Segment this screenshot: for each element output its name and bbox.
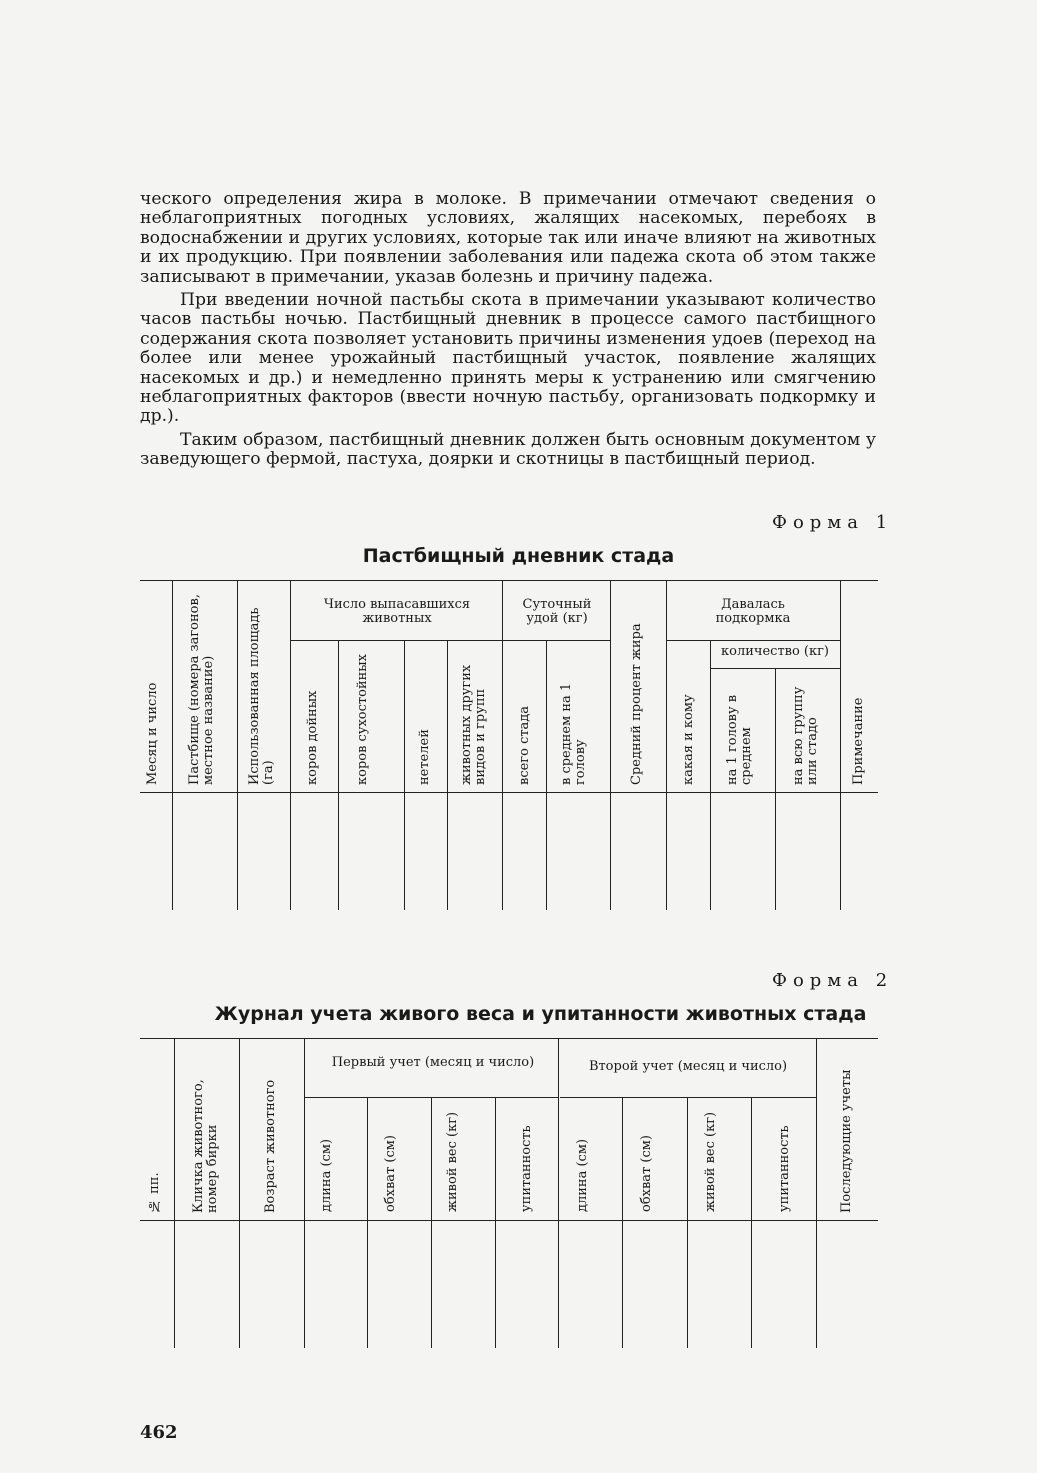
form1-group-animals: Число выпасавшихся животных xyxy=(323,597,471,626)
form2-col-name: Кличка животного, номер бирки xyxy=(191,1079,220,1213)
form2-group-first: Первый учет (месяц и число) xyxy=(331,1055,535,1070)
form1-col-milk-herd: всего стада xyxy=(517,705,532,785)
form1-col-feed-which: какая и кому xyxy=(681,694,696,785)
form1-col-heifers: нетелей xyxy=(417,729,432,785)
form2-title: Журнал учета живого веса и упитанности животных стада xyxy=(214,1003,867,1025)
form2-col-length1: длина (см) xyxy=(319,1138,334,1212)
form2-col-length2: длина (см) xyxy=(575,1138,590,1212)
form2-col-girth1: обхват (см) xyxy=(383,1135,398,1212)
form1-col-fat: Средний процент жира xyxy=(629,623,644,785)
form2-col-weight1: живой вес (кг) xyxy=(445,1111,460,1212)
paragraph-2: При введении ночной пастьбы скота в примечании указывают количество часов пастьбы ночью. Пастбищный дневник в процессе самого пастбищного содержания скота позволяет установить причины изменения удоев (переход на более или менее урожайный пастбищный участок, появление жалящих насекомых и др.) и немедленно принять меры к устранению или смягчению неблагоприятных факторов (ввести ночную пастьбу, организовать подкормку и др.). xyxy=(140,290,876,427)
form2-col-condition2: упитанность xyxy=(777,1125,792,1212)
form2-col-weight2: живой вес (кг) xyxy=(703,1111,718,1212)
form1-col-other-animals: животных других видов и групп xyxy=(459,664,488,785)
form1-col-feed-per-head: на 1 голову в среднем xyxy=(725,694,754,785)
form2-col-later: Последующие учеты xyxy=(839,1069,854,1213)
form1-group-feed: Давалась подкормка xyxy=(715,597,791,626)
form1-col-milk-avg: в среднем на 1 голову xyxy=(559,682,588,785)
form2-col-girth2: обхват (см) xyxy=(639,1135,654,1212)
form1-label: Форма 1 xyxy=(772,512,894,533)
paragraph-1: ческого определения жира в молоке. В примечании отмечают сведения о неблагоприятных погодных условиях, жалящих насекомых, перебоях в водоснабжении и других условиях, которые так или иначе влияют на животных и их продукцию. При появлении заболевания или падежа скота об этом также записывают в примечании, указав болезнь и причину падежа. xyxy=(140,189,876,287)
form2-col-age: Возраст животного xyxy=(263,1079,278,1213)
form1-col-cows-dry: коров сухостойных xyxy=(355,654,370,785)
form1-group-milk: Суточный удой (кг) xyxy=(522,597,592,626)
page-number: 462 xyxy=(140,1422,178,1443)
body-text xyxy=(140,190,876,474)
form1-col-pasture: Пастбище (номера загонов, местное название) xyxy=(187,594,216,785)
form1-col-area: Использованная площадь (га) xyxy=(247,607,276,785)
form1-col-feed-group: на всю группу или стадо xyxy=(791,686,820,785)
form2-label: Форма 2 xyxy=(772,970,894,991)
form1-group-feed-qty: количество (кг) xyxy=(721,644,829,659)
form1-col-date: Месяц и число xyxy=(145,682,160,785)
form1-col-cows-milking: коров дойных xyxy=(305,690,320,785)
form1-title: Пастбищный дневник стада xyxy=(362,545,675,567)
form2-col-condition1: упитанность xyxy=(519,1125,534,1212)
form2-group-second: Второй учет (месяц и число) xyxy=(588,1059,788,1074)
form1-col-note: Примечание xyxy=(851,697,866,785)
form2-col-num: № пп. xyxy=(147,1172,162,1213)
paragraph-3: Таким образом, пастбищный дневник должен быть основным документом у заведующего фермой, пастуха, доярки и скотницы в пастбищный период. xyxy=(140,429,876,470)
